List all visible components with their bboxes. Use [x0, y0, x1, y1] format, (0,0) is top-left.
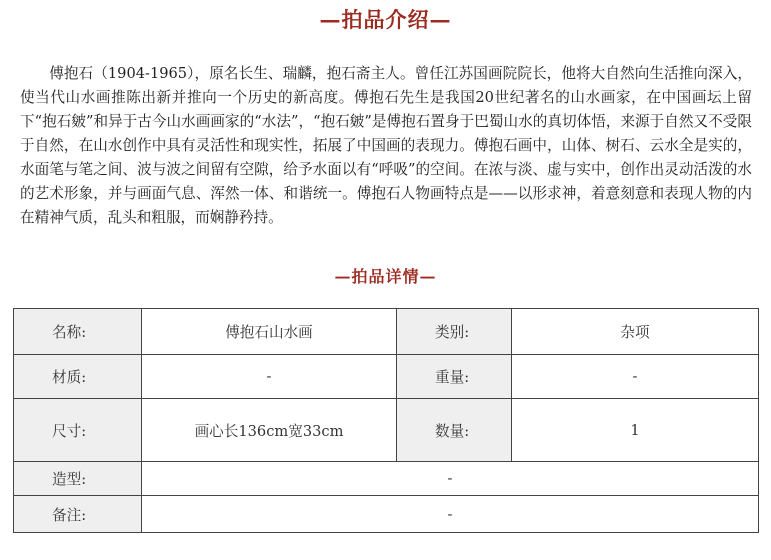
material-label: 材质: [14, 355, 142, 399]
details-row-remarks [14, 496, 759, 533]
weight-value: - [512, 355, 759, 399]
material-value: - [142, 355, 397, 399]
size-label: 尺寸: [14, 399, 142, 462]
details-row-size [14, 399, 759, 462]
name-label: 名称: [14, 309, 142, 355]
size-value: 画心长136cm宽33cm [142, 399, 397, 462]
details-row-material [14, 355, 759, 399]
weight-label: 重量: [397, 355, 512, 399]
details-row-name [14, 309, 759, 355]
details-table [13, 308, 759, 533]
remarks-value: - [142, 496, 759, 533]
category-value: 杂项 [512, 309, 759, 355]
shape-label: 造型: [14, 462, 142, 496]
category-label: 类别: [397, 309, 512, 355]
quantity-value: 1 [512, 399, 759, 462]
name-value: 傅抱石山水画 [142, 309, 397, 355]
remarks-label: 备注: [14, 496, 142, 533]
details-row-shape [14, 462, 759, 496]
quantity-label: 数量: [397, 399, 512, 462]
intro-section-title: —拍品介绍— [319, 7, 452, 32]
details-section-title: —拍品详情— [334, 267, 437, 286]
intro-paragraph: 傅抱石（1904-1965），原名长生、瑞麟，抱石斋主人。曾任江苏国画院院长，他将大自然向生活推向深入，使当代山水画推陈出新并推向一个历史的新高度。傅抱石先生是我国20世纪著名的山水画家，在中国画坛上留下“抱石皴”和异于古今山水画画家的“水法”，“抱石皴”是傅抱石置身于巴蜀山水的真切体悟，来源于自然又不受限于自然，在山水创作中具有灵活性和现实性，拓展了中国画的表现力。傅抱石画中，山体、树石、云水全是实的，水面笔与笔之间、波与波之间留有空隙，给予水面以有“呼吸”的空间。在浓与淡、虚与实中，创作出灵动活泼的水的艺术形象，并与画面气息、浑然一体、和谐统一。傅抱石人物画特点是——以形求神，着意刻意和表现人物的内在精神气质，乱头和粗服，而娴静矜持。 [20, 65, 752, 226]
shape-value: - [142, 462, 759, 496]
